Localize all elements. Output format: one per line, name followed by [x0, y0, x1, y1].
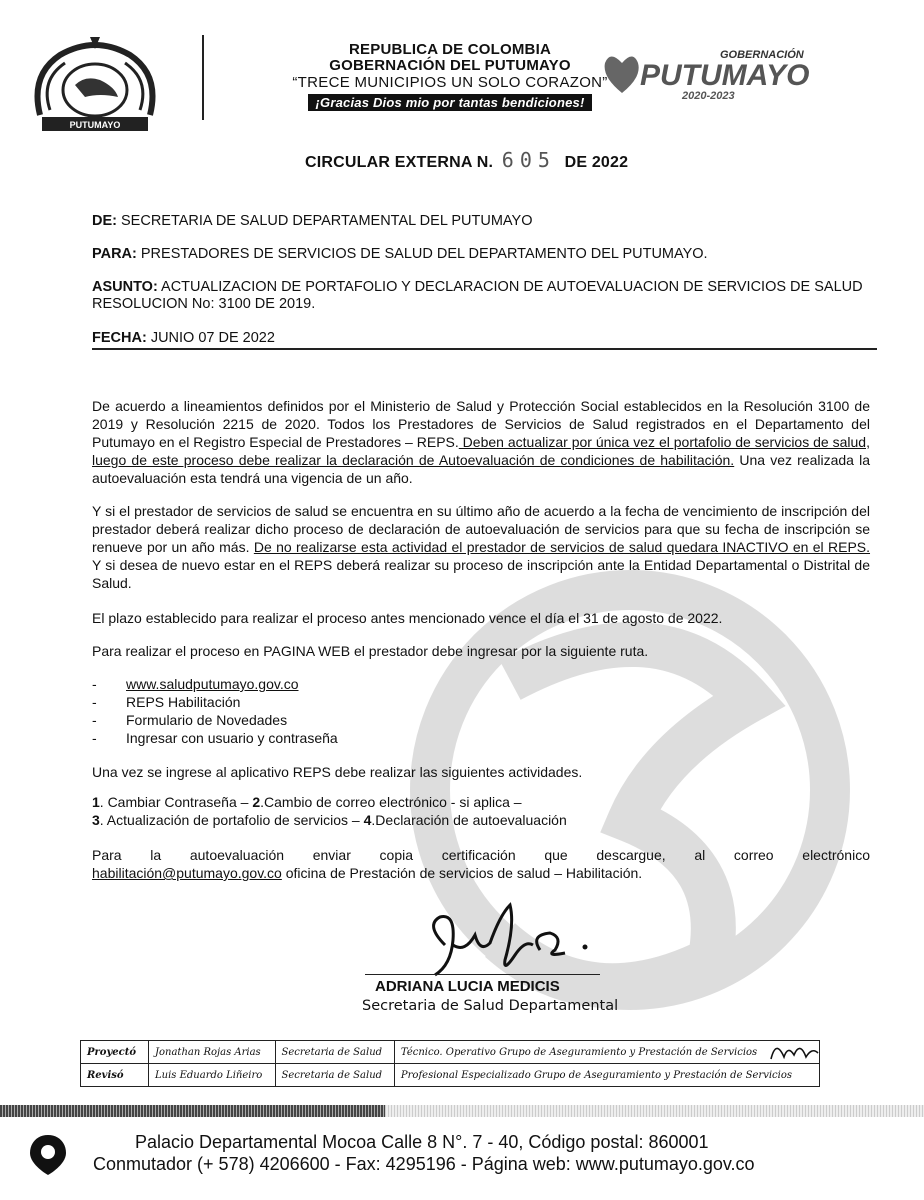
- list-item: [92, 711, 338, 729]
- activity-steps: [92, 793, 567, 829]
- route-list: [92, 675, 338, 747]
- review-name: Luis Eduardo Liñeiro: [149, 1064, 276, 1087]
- body-paragraph-5: Una vez se ingrese al aplicativo REPS debe realizar las siguientes actividades.: [92, 764, 583, 780]
- letterhead-motto: “TRECE MUNICIPIOS UN SOLO CORAZON”: [292, 74, 608, 91]
- meta-from-value: SECRETARIA DE SALUD DEPARTAMENTAL DEL PUTUMAYO: [121, 213, 533, 229]
- step-text: . Cambiar Contraseña –: [99, 794, 253, 810]
- website-link[interactable]: www.saludputumayo.gov.co: [126, 676, 299, 692]
- review-role: Proyectó: [81, 1041, 149, 1064]
- list-dash: -: [92, 730, 97, 746]
- meta-date-value: JUNIO 07 DE 2022: [150, 330, 275, 346]
- circular-label: CIRCULAR EXTERNA: [305, 154, 473, 171]
- handwritten-signature: [405, 895, 615, 980]
- step-text: .Cambio de correo electrónico - si aplica –: [260, 794, 522, 810]
- seal-text: PUTUMAYO: [69, 120, 121, 130]
- review-table: [80, 1040, 820, 1087]
- email-link[interactable]: habilitación@putumayo.gov.co: [92, 865, 282, 881]
- header-divider: [202, 35, 204, 120]
- list-item: [92, 675, 338, 693]
- reviewer-initials: [766, 1037, 822, 1065]
- review-position: Técnico. Operativo Grupo de Aseguramiento y Prestación de Servicios: [394, 1041, 819, 1064]
- p1-text-a: De acuerdo a lineamientos definidos por el Ministerio de Salud y Protección Social establecidos en la Resolución 3100 de 2019 y Resolución 2215 de 2020. Todos los Prestadores de Servicios de Salud registrados en el Departamento del Putumayo en el Registro Especial de Prestadores – REPS.: [92, 398, 870, 450]
- body-paragraph-3: El plazo establecido para realizar el proceso antes mencionado vence el día el 31 de agosto de 2022.: [92, 610, 723, 626]
- body-paragraph-6: [92, 846, 870, 882]
- list-item-text: Formulario de Novedades: [126, 712, 288, 728]
- meta-subject-label: ASUNTO:: [92, 279, 158, 295]
- step-number: 1: [92, 794, 100, 810]
- review-role: Revisó: [81, 1064, 149, 1087]
- meta-date: [92, 330, 877, 347]
- p2-text-underlined: De no realizarse esta actividad el prestador de servicios de salud quedara INACTIVO en el REPS.: [253, 539, 871, 555]
- p2-text-b: Y si desea de nuevo estar en el REPS deberá realizar su proceso de inscripción ante la Entidad Departamental o Distrital de Salud.: [92, 557, 870, 591]
- department-seal: [30, 35, 160, 145]
- meta-subject: [92, 279, 877, 313]
- meta-from-label: DE:: [92, 213, 117, 229]
- logo-top-text: GOBERNACIÓN: [720, 49, 804, 61]
- review-office: Secretaria de Salud: [275, 1064, 394, 1087]
- body-paragraph-4: Para realizar el proceso en PAGINA WEB el prestador debe ingresar por la siguiente ruta.: [92, 643, 649, 659]
- table-row: [81, 1064, 820, 1087]
- step-number: 2: [252, 794, 261, 810]
- logo-main-text: PUTUMAYO: [640, 59, 810, 92]
- p6-line-2: [92, 864, 870, 882]
- logo-years-text: 2020-2023: [682, 90, 735, 102]
- meta-to-value: PRESTADORES DE SERVICIOS DE SALUD DEL DEPARTAMENTO DEL PUTUMAYO.: [140, 246, 708, 262]
- letterhead-banner: ¡Gracias Dios mio por tantas bendiciones!: [308, 94, 593, 111]
- p1-text-underlined: Deben actualizar por única vez el portafolio de servicios de salud, luego de este proceso debe realizar la declaración de Autoevaluación de condiciones de habilitación.: [92, 434, 870, 468]
- header-rule: [92, 348, 877, 350]
- letterhead-government: GOBERNACIÓN DEL PUTUMAYO: [329, 57, 571, 74]
- p2-text-a: Y si el prestador de servicios de salud se encuentra en su último año de acuerdo a la fecha de vencimiento de inscripción del prestador deberá realizar dicho proceso de declaración de autoevaluación de servicios para que su fecha de inscripción se renueve por un año más.: [92, 503, 870, 555]
- letterhead-country: REPUBLICA DE COLOMBIA: [349, 41, 551, 58]
- review-office: Secretaria de Salud: [275, 1041, 394, 1064]
- list-dash: -: [92, 712, 97, 728]
- step-number: 3: [92, 812, 100, 828]
- list-item-text: REPS Habilitación: [126, 694, 241, 710]
- location-pin-icon: [28, 1133, 68, 1177]
- step-number: 4: [363, 812, 372, 828]
- list-dash: -: [92, 694, 97, 710]
- signatory-title: Secretaria de Salud Departamental: [362, 998, 619, 1014]
- body-paragraph-2: [92, 502, 870, 592]
- steps-line-1: [92, 793, 567, 811]
- circular-title: [305, 148, 628, 172]
- signature-line: [365, 974, 600, 975]
- review-name: Jonathan Rojas Arias: [149, 1041, 276, 1064]
- gobernacion-logo: [600, 45, 870, 105]
- circular-number: 605: [501, 148, 556, 172]
- meta-from: [92, 213, 877, 230]
- meta-to: [92, 246, 877, 263]
- p1-text-b: Una vez realizada la autoevaluación esta tendrá una vigencia de un año.: [92, 452, 870, 486]
- step-text: .Declaración de autoevaluación: [371, 812, 567, 828]
- meta-to-label: PARA:: [92, 246, 137, 262]
- list-item: [92, 729, 338, 747]
- steps-line-2: [92, 811, 567, 829]
- p6-line-1: Para la autoevaluación enviar copia certificación que descargue, al correo electrónico: [92, 847, 870, 863]
- p6-rest: oficina de Prestación de servicios de salud – Habilitación.: [281, 865, 643, 881]
- circular-no-label: N.: [476, 154, 494, 171]
- list-item-text: Ingresar con usuario y contraseña: [126, 730, 338, 746]
- table-row: [81, 1041, 820, 1064]
- meta-subject-value: ACTUALIZACION DE PORTAFOLIO Y DECLARACION DE AUTOEVALUACION DE SERVICIOS DE SALUD RESOLUCION No: 3100 DE 2019.: [92, 279, 863, 312]
- step-text: . Actualización de portafolio de servicios –: [99, 812, 364, 828]
- list-dash: -: [92, 676, 97, 692]
- meta-date-label: FECHA:: [92, 330, 147, 346]
- footer-address: Palacio Departamental Mocoa Calle 8 N°. 7 - 40, Código postal: 860001: [135, 1132, 709, 1152]
- signatory-name: ADRIANA LUCIA MEDICIS: [375, 978, 560, 995]
- footer-contact: Conmutador (+ 578) 4206600 - Fax: 4295196 - Página web: www.putumayo.gov.co: [93, 1154, 755, 1174]
- list-item: [92, 693, 338, 711]
- footer-band-light: [385, 1105, 924, 1117]
- circular-year: DE 2022: [564, 154, 629, 171]
- review-position: Profesional Especializado Grupo de Aseguramiento y Prestación de Servicios: [394, 1064, 819, 1087]
- body-paragraph-1: [92, 397, 870, 487]
